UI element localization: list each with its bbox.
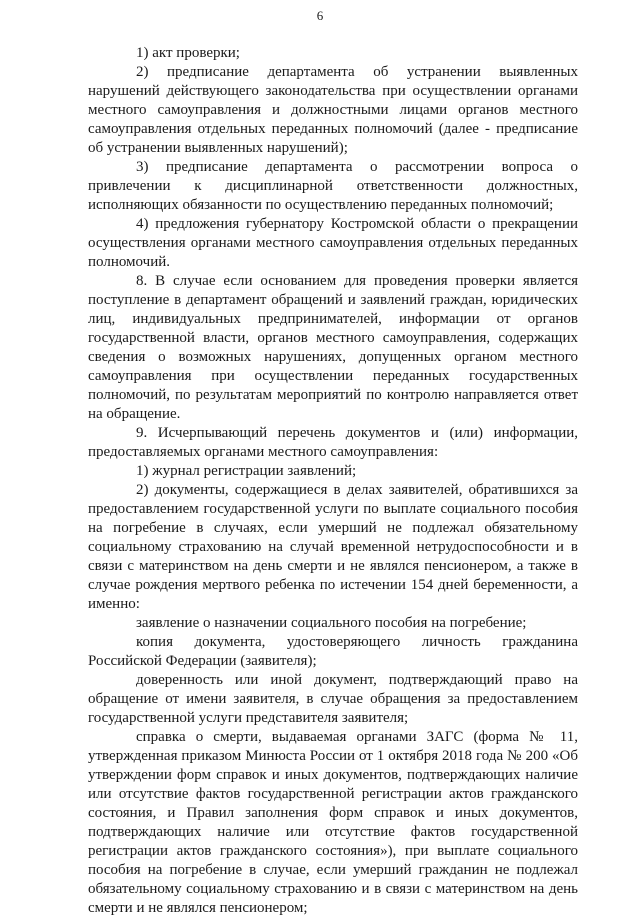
paragraph-5: 8. В случае если основанием для проведения проверки является поступление в департамент обращений и заявлений граждан, юридических лиц, индивидуальных предпринимателей, информации от органов государственной власти, органов местного самоуправления, содержащих сведения о возможных нарушениях, допущенных органом местного самоуправления при осуществлении переданных государственных полномочий, по результатам мероприятий по контролю направляется ответ на обращение. [88,273,578,422]
paragraph-8: 2) документы, содержащиеся в делах заявителей, обратившихся за предоставлением государственной услуги по выплате социального пособия на погребение в случаях, если умерший не подлежал обязательному социальному страхованию на случай временной нетрудоспособности и в связи с материнством на день смерти и не являлся пенсионером, а также в случае рождения мертвого ребенка по истечении 154 дней беременности, а именно: [88,482,578,612]
paragraph-4: 4) предложения губернатору Костромской области о прекращении осуществления органами местного самоуправления отдельных переданных полномочий. [88,216,578,270]
paragraph-10: копия документа, удостоверяющего личность гражданина Российской Федерации (заявителя); [88,634,578,669]
paragraph-6: 9. Исчерпывающий перечень документов и (или) информации, предоставляемых органами местного самоуправления: [88,425,578,460]
paragraph-11: доверенность или иной документ, подтверждающий право на обращение от имени заявителя, в случае обращения за предоставлением государственной услуги представителя заявителя; [88,672,578,726]
document-body [88,44,578,918]
paragraph-3: 3) предписание департамента о рассмотрении вопроса о привлечении к дисциплинарной ответственности должностных, исполняющих обязанности по осуществлению переданных полномочий; [88,159,578,213]
paragraph-2: 2) предписание департамента об устранении выявленных нарушений действующего законодательства при осуществлении органами местного самоуправления и должностными лицами органов местного самоуправления отдельных переданных полномочий (далее - предписание об устранении выявленных нарушений); [88,64,578,156]
paragraph-7: 1) журнал регистрации заявлений; [136,463,357,479]
paragraph-1: 1) акт проверки; [136,45,240,61]
paragraph-9: заявление о назначении социального пособия на погребение; [136,615,527,631]
paragraph-12: справка о смерти, выдаваемая органами ЗАГС (форма № 11, утвержденная приказом Минюста России от 1 октября 2018 года № 200 «Об утверждении форм справок и иных документов, подтверждающих наличие или отсутствие фактов государственной регистрации актов гражданского состояния, и Правил заполнения форм справок и иных документов, подтверждающих наличие или отсутствие фактов государственной регистрации актов гражданского состояния»), при выплате социального пособия на погребение в случае, если умерший гражданин не подлежал обязательному социальному страхованию и в связи с материнством на день смерти и не являлся пенсионером; [88,729,578,916]
page-number: 6 [316,8,324,23]
